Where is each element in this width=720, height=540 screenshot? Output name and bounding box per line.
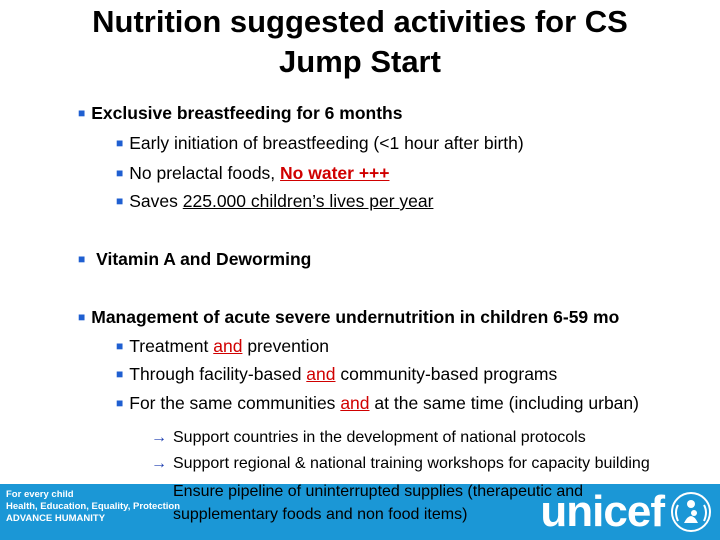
subbullet-same-communities <box>116 392 639 414</box>
bullet-management-malnutrition <box>78 306 619 328</box>
square-bullet-icon: ■ <box>78 252 86 266</box>
subbullet-no-prelactal <box>116 162 389 184</box>
and-emphasis: and <box>213 336 243 356</box>
subbullet-treatment-prevention <box>116 335 329 357</box>
and-emphasis: and <box>340 393 370 413</box>
bullet-text: Treatment <box>129 336 209 356</box>
arrow-item-text: Ensure pipeline of uninterrupted supplies (therapeutic and <box>173 483 584 500</box>
bullet-text: Management of acute severe undernutrition in children 6-59 mo <box>91 307 620 327</box>
bullet-text: Early initiation of breastfeeding (<1 hour after birth) <box>129 133 524 153</box>
right-arrow-icon: → <box>151 455 167 472</box>
arrow-item-supplies-line2 <box>173 505 467 525</box>
bullet-exclusive-breastfeeding <box>78 102 402 124</box>
subbullet-early-initiation <box>116 132 524 154</box>
bullet-text: Vitamin A and Deworming <box>96 249 312 269</box>
bullet-text: For the same communities <box>129 393 336 413</box>
slide-title-line-1: Nutrition suggested activities for CS <box>92 4 628 39</box>
arrow-item-text: Support regional & national training workshops for capacity building <box>173 455 650 472</box>
bullet-text: at the same time (including urban) <box>374 393 639 413</box>
bullet-text: Through facility-based <box>129 364 302 384</box>
arrow-item-national-protocols <box>151 428 586 448</box>
unicef-emblem-icon <box>670 491 712 533</box>
bullet-text: Saves <box>129 191 178 211</box>
slogan-line-1: For every child <box>6 489 74 500</box>
slogan-line-3: ADVANCE HUMANITY <box>6 513 106 524</box>
and-emphasis: and <box>306 364 336 384</box>
bullet-text: No prelactal foods, <box>129 163 276 183</box>
subbullet-saves-lives <box>116 190 433 212</box>
square-bullet-icon: ■ <box>116 339 124 353</box>
square-bullet-icon: ■ <box>116 166 124 180</box>
no-water-emphasis: No water +++ <box>280 163 390 183</box>
subbullet-facility-community <box>116 363 557 385</box>
square-bullet-icon: ■ <box>78 106 86 120</box>
square-bullet-icon: ■ <box>116 194 124 208</box>
square-bullet-icon: ■ <box>116 367 124 381</box>
square-bullet-icon: ■ <box>116 396 124 410</box>
slide-title <box>0 2 720 82</box>
lives-saved-underlined: 225.000 children’s lives per year <box>182 191 434 211</box>
square-bullet-icon: ■ <box>116 136 124 150</box>
slide-title-line-2: Jump Start <box>279 44 441 79</box>
slogan-line-2: Health, Education, Equality, Protection <box>6 501 181 512</box>
arrow-item-text: supplementary foods and non food items) <box>173 506 468 523</box>
arrow-item-supplies-line1 <box>173 482 583 502</box>
bullet-text: community-based programs <box>340 364 558 384</box>
bullet-text: Exclusive breastfeeding for 6 months <box>91 103 403 123</box>
square-bullet-icon: ■ <box>78 310 86 324</box>
arrow-item-training-workshops <box>151 454 650 474</box>
bullet-text: prevention <box>247 336 330 356</box>
arrow-item-text: Support countries in the development of national protocols <box>173 429 586 446</box>
right-arrow-icon: → <box>151 429 167 446</box>
unicef-wordmark: unicef <box>540 487 664 536</box>
footer-slogan <box>6 489 180 525</box>
bullet-vitamin-a <box>78 248 311 270</box>
